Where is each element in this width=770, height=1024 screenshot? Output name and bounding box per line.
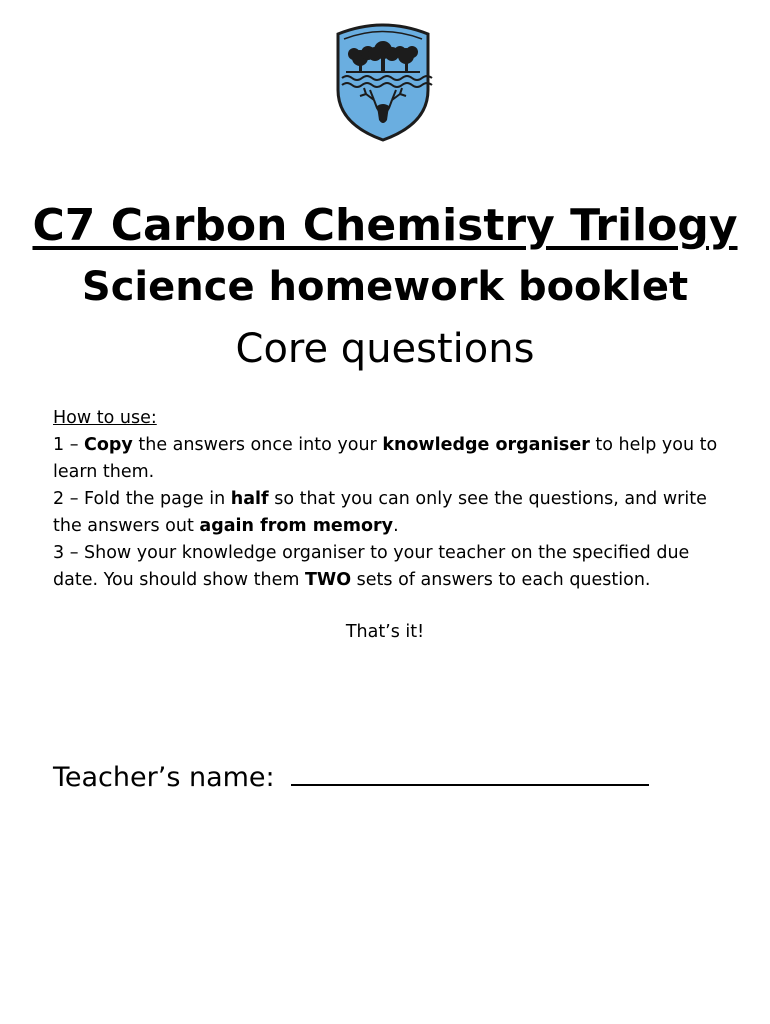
step-1-text: 1 –	[53, 435, 85, 455]
teacher-name-field[interactable]	[53, 760, 649, 793]
closing-text: That’s it!	[345, 622, 425, 642]
school-crest-logo	[330, 20, 436, 142]
instructions	[53, 405, 723, 594]
instruction-step-2	[53, 486, 723, 540]
step-3-text: 3 – Show your knowledge organiser to your teacher on the specified due date. You should show them	[53, 543, 690, 590]
step-3-emphasis: TWO	[304, 570, 352, 590]
step-1-text: the answers once into your	[132, 435, 383, 455]
step-2-emphasis: again from memory	[199, 516, 394, 536]
step-2-text: .	[393, 516, 399, 536]
step-1-text: to help you to learn them.	[53, 435, 718, 482]
instruction-step-1	[53, 432, 723, 486]
instruction-step-3	[53, 540, 723, 594]
teacher-name-blank[interactable]	[291, 760, 649, 786]
step-2-emphasis: half	[230, 489, 269, 509]
step-2-text: so that you can only see the questions, and write the answers out	[53, 489, 707, 536]
page-title: C7 Carbon Chemistry Trilogy	[32, 200, 738, 251]
step-1-emphasis: knowledge organiser	[382, 435, 590, 455]
page-section-label: Core questions	[235, 326, 535, 372]
page-subtitle: Science homework booklet	[81, 264, 689, 310]
step-3-text: sets of answers to each question.	[351, 570, 651, 590]
instructions-heading: How to use:	[53, 408, 157, 428]
teacher-name-label: Teacher’s name:	[53, 762, 284, 793]
step-2-text: 2 – Fold the page in	[53, 489, 231, 509]
step-1-emphasis: Copy	[84, 435, 133, 455]
